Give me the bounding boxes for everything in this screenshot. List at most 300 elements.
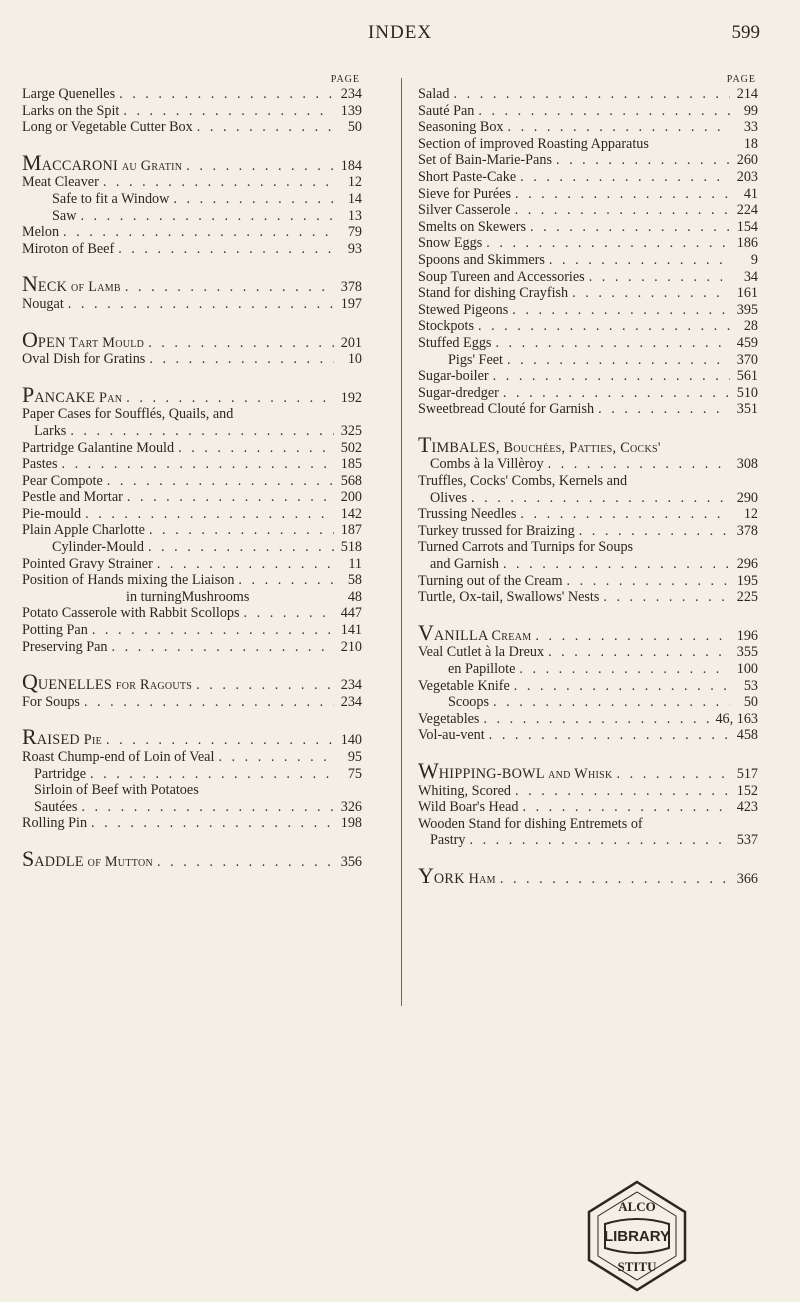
leader-dots (516, 169, 730, 186)
index-entry (22, 326, 362, 352)
entry-page: 447 (340, 605, 362, 622)
entry-page: 510 (736, 384, 758, 401)
index-entry (418, 589, 758, 606)
entry-page: 99 (743, 102, 758, 119)
leader-dots (508, 302, 730, 319)
entry-page: 93 (347, 240, 362, 257)
index-entry (418, 252, 758, 269)
leader-dots (485, 727, 730, 744)
index-entry (418, 506, 758, 523)
index-entry (418, 473, 758, 490)
entry-label: Position of Hands mixing the Liaison (22, 572, 235, 589)
leader-dots (193, 119, 334, 136)
leader-dots (594, 401, 730, 418)
entry-page: 142 (340, 505, 362, 522)
index-entry (22, 241, 362, 258)
index-entry (22, 639, 362, 656)
entry-page: 518 (340, 539, 362, 556)
index-entry (418, 269, 758, 286)
entry-page: 290 (736, 489, 758, 506)
entry-page: 50 (347, 119, 362, 136)
index-entry (22, 782, 362, 799)
index-entry (418, 152, 758, 169)
leader-dots (489, 368, 730, 385)
entry-text: ORK Ham (433, 870, 496, 887)
entry-page: 210 (340, 638, 362, 655)
index-section (418, 86, 758, 418)
leader-dots (144, 539, 334, 556)
index-entry (418, 556, 758, 573)
entry-text: ANILLA Cream (433, 627, 532, 644)
leader-dots (563, 573, 731, 590)
index-entry (22, 86, 362, 103)
entry-label: Meat Cleaver (22, 174, 99, 191)
entry-label: Partridge Galantine Mould (22, 439, 175, 456)
entry-page: 12 (743, 506, 758, 523)
entry-label: Larks on the Spit (22, 102, 120, 119)
entry-page: 308 (736, 456, 758, 473)
entry-label: Saw (52, 207, 77, 224)
page-column-heading: PAGE (330, 74, 360, 85)
leader-dots (145, 351, 334, 368)
leader-dots (102, 732, 334, 749)
index-entry (418, 573, 758, 590)
entry-page: 197 (340, 295, 362, 312)
leader-dots (599, 589, 730, 606)
entry-label: Potato Casserole with Rabbit Scollops (22, 605, 240, 622)
leader-dots (214, 749, 334, 766)
index-entry (418, 86, 758, 103)
entry-text: UENELLES for Ragouts (37, 677, 193, 694)
entry-label: Potting Pan (22, 622, 88, 639)
entry-page: 13 (347, 207, 362, 224)
index-entry (418, 456, 758, 473)
entry-label: Section of improved Roasting Apparatus (418, 135, 649, 152)
leader-dots (482, 235, 730, 252)
entry-page: 458 (736, 727, 758, 744)
index-entry (22, 191, 362, 208)
leader-dots (234, 572, 334, 589)
index-entry (22, 174, 362, 191)
index-entry (22, 351, 362, 368)
stamp-arc-top: ALCO (618, 1199, 656, 1214)
entry-initial: N (22, 271, 38, 297)
entry-page: 378 (736, 522, 758, 539)
entry-label: Veal Cutlet à la Dreux (418, 644, 545, 661)
index-entry (22, 489, 362, 506)
entry-page: 214 (736, 86, 758, 102)
entry-label: Sugar-boiler (418, 368, 489, 385)
entry-page: 296 (736, 556, 758, 573)
entry-initial: V (418, 619, 434, 645)
entry-label: Sauté Pan (418, 102, 475, 119)
index-section (22, 271, 362, 312)
leader-dots (80, 694, 334, 711)
leader-dots (511, 186, 730, 203)
entry-label: Sieve for Purées (418, 185, 511, 202)
entry-label: Rolling Pin (22, 815, 88, 832)
entry-page: 75 (347, 765, 362, 782)
index-entry (22, 724, 362, 750)
leader-dots (108, 639, 334, 656)
entry-page: 18 (743, 135, 758, 152)
entry-label: Silver Casserole (418, 202, 511, 219)
index-entry (418, 523, 758, 540)
entry-page: 326 (340, 798, 362, 815)
entry-label (418, 757, 613, 783)
leader-dots (99, 174, 334, 191)
entry-label: Set of Bain-Marie-Pans (418, 152, 552, 169)
entry-page: 34 (743, 268, 758, 285)
entry-page: 187 (340, 522, 362, 539)
index-entry (22, 119, 362, 136)
entry-label: Pastry (430, 832, 466, 849)
leader-dots (450, 86, 730, 103)
index-entry (418, 401, 758, 418)
entry-page: 502 (340, 439, 362, 456)
entry-page: 139 (340, 102, 362, 119)
index-entry (22, 694, 362, 711)
leader-dots (145, 522, 334, 539)
index-column-left (22, 74, 362, 891)
entry-page: 356 (340, 853, 362, 870)
leader-dots (66, 423, 334, 440)
index-column-right (418, 74, 758, 908)
index-entry (418, 285, 758, 302)
entry-label: Pointed Gravy Strainer (22, 555, 153, 572)
entry-label: Oval Dish for Gratins (22, 351, 146, 368)
leader-dots (64, 296, 334, 313)
leader-dots (77, 799, 334, 816)
leader-dots (531, 628, 730, 645)
entry-label: Sautées (34, 798, 78, 815)
index-entry (418, 619, 758, 645)
index-entry (418, 169, 758, 186)
leader-dots (585, 269, 730, 286)
index-entry (22, 456, 362, 473)
entry-page: 201 (340, 334, 362, 351)
entry-label: Vegetables (418, 710, 480, 727)
entry-page: 378 (340, 279, 362, 296)
entry-text: HIPPING-BOWL and Whisk (438, 765, 613, 782)
page-column-heading: PAGE (726, 74, 756, 85)
index-entry (418, 385, 758, 402)
entry-label: Truffles, Cocks' Combs, Kernels and (418, 473, 628, 490)
entry-page: 234 (340, 86, 362, 102)
entry-label: Large Quenelles (22, 86, 116, 102)
leader-dots (575, 523, 730, 540)
leader-dots (503, 352, 730, 369)
entry-page: 395 (736, 301, 758, 318)
entry-label: Turned Carrots and Turnips for Soups (418, 539, 634, 556)
entry-label (22, 724, 103, 750)
index-entry (418, 783, 758, 800)
entry-label (22, 845, 154, 871)
index-section (22, 724, 362, 832)
index-section (22, 326, 362, 368)
index-entry (22, 506, 362, 523)
entry-label (22, 669, 193, 695)
entry-page: 161 (736, 285, 758, 302)
index-entry (418, 539, 758, 556)
entry-page: 234 (340, 677, 362, 694)
index-section (22, 845, 362, 871)
leader-dots (88, 622, 334, 639)
index-entry (22, 799, 362, 816)
column-divider (401, 78, 402, 1006)
entry-label: Short Paste-Cake (418, 168, 517, 185)
entry-page: 568 (340, 472, 362, 489)
index-entry (418, 119, 758, 136)
entry-label: Turtle, Ox-tail, Swallows' Nests (418, 589, 600, 606)
leader-dots (499, 556, 730, 573)
entry-page: 10 (347, 351, 362, 368)
entry-label (22, 271, 121, 297)
entry-page: 184 (340, 157, 362, 174)
entry-label: Sirloin of Beef with Potatoes (34, 782, 199, 799)
entry-label: Trussing Needles (418, 506, 517, 523)
leader-dots (489, 694, 730, 711)
index-entry (418, 335, 758, 352)
index-entry (418, 136, 758, 153)
entry-page: 185 (340, 456, 362, 473)
index-entry (418, 727, 758, 744)
entry-page: 11 (348, 555, 362, 572)
index-entry (22, 381, 362, 407)
entry-page: 355 (736, 644, 758, 661)
index-entry (418, 490, 758, 507)
index-entry (22, 539, 362, 556)
entry-label: Nougat (22, 295, 64, 312)
entry-label: Stockpots (418, 318, 474, 335)
leader-dots (511, 202, 730, 219)
entry-initial: O (22, 326, 38, 352)
entry-label (418, 619, 532, 645)
index-entry (22, 423, 362, 440)
leader-dots (144, 335, 334, 352)
entry-label: Wild Boar's Head (418, 799, 519, 816)
entry-page: 195 (736, 572, 758, 589)
leader-dots (86, 766, 334, 783)
entry-initial: S (22, 845, 35, 871)
index-entry (22, 572, 362, 589)
entry-page: 53 (743, 677, 758, 694)
index-entry (418, 694, 758, 711)
entry-label: Safe to fit a Window (52, 190, 170, 207)
entry-page: 141 (340, 622, 362, 639)
entry-page: 50 (743, 694, 758, 711)
page-header (40, 22, 760, 50)
entry-page: 95 (347, 749, 362, 765)
entry-text: ACCARONI au Gratin (41, 157, 183, 174)
entry-label: Pigs' Feet (448, 351, 503, 368)
entry-label: Melon (22, 224, 60, 241)
entry-label: Preserving Pan (22, 638, 108, 655)
entry-page: 561 (736, 368, 758, 385)
index-section (22, 86, 362, 136)
leader-dots (81, 506, 334, 523)
index-entry (22, 522, 362, 539)
index-entry (418, 186, 758, 203)
entry-label (22, 326, 145, 352)
entry-text: IMBALES, Bouchées, Patties, Cocks' (431, 439, 661, 456)
entry-label: Miroton of Beef (22, 240, 115, 257)
entry-label (22, 381, 123, 407)
entry-page: 517 (736, 765, 758, 782)
entry-label: Salad (418, 86, 450, 102)
entry-initial: M (22, 149, 42, 175)
entry-initial: R (22, 724, 37, 750)
leader-dots (115, 86, 334, 103)
entry-label: Scoops (448, 694, 489, 711)
entry-label: Turning out of the Cream (418, 572, 563, 589)
entry-initial: Q (22, 669, 38, 695)
entry-label: Sugar-dredger (418, 384, 499, 401)
entry-label: Spoons and Skimmers (418, 251, 545, 268)
leader-dots (545, 252, 730, 269)
leader-dots (169, 191, 334, 208)
index-section (418, 431, 758, 606)
leader-dots (474, 318, 730, 335)
entry-page: 12 (347, 174, 362, 191)
leader-dots (467, 490, 730, 507)
entry-label: Vegetable Knife (418, 677, 510, 694)
index-entry (22, 749, 362, 766)
entry-label: Smelts on Skewers (418, 218, 526, 235)
entry-label: Pestle and Mortar (22, 489, 123, 506)
index-entry (22, 103, 362, 120)
entry-page: 192 (340, 389, 362, 406)
entry-label: en Papillote (448, 661, 516, 677)
index-entry (418, 103, 758, 120)
index-section (418, 757, 758, 849)
entry-page: 46, 163 (715, 710, 758, 727)
entry-page: 366 (736, 870, 758, 887)
index-entry (418, 832, 758, 849)
index-entry (22, 669, 362, 695)
entry-page: 225 (736, 589, 758, 606)
entry-page: 370 (736, 351, 758, 368)
page-title: INDEX (367, 22, 433, 43)
entry-label: Whiting, Scored (418, 782, 511, 799)
entry-page: 48 (347, 588, 362, 605)
entry-text: ANCAKE Pan (34, 389, 123, 406)
entry-label: Stand for dishing Crayfish (418, 285, 569, 302)
leader-dots (174, 440, 334, 457)
index-entry (418, 816, 758, 833)
leader-dots (182, 158, 334, 175)
index-entry (22, 440, 362, 457)
index-entry (418, 368, 758, 385)
index-entry (22, 271, 362, 297)
index-entry (418, 678, 758, 695)
index-entry (22, 589, 362, 606)
entry-page: 33 (743, 119, 758, 136)
entry-label: Paper Cases for Soufflés, Quails, and (22, 406, 234, 423)
index-entry (22, 224, 362, 241)
entry-initial: W (418, 757, 439, 783)
entry-page: 186 (736, 235, 758, 252)
entry-label: Combs à la Villèroy (430, 456, 544, 473)
leader-dots (499, 385, 730, 402)
leader-dots (516, 506, 730, 523)
leader-dots (526, 219, 730, 236)
index-entry (22, 556, 362, 573)
leader-dots (568, 285, 730, 302)
entry-label: Long or Vegetable Cutter Box (22, 119, 193, 136)
index-entry (418, 219, 758, 236)
entry-label: Pastes (22, 456, 58, 473)
leader-dots (123, 489, 334, 506)
index-entry (22, 815, 362, 832)
entry-page: 459 (736, 334, 758, 351)
leader-dots (114, 241, 334, 258)
entry-page: 537 (736, 832, 758, 849)
entry-label: Stewed Pigeons (418, 301, 509, 318)
entry-label: Snow Eggs (418, 235, 483, 252)
entry-label: Partridge (34, 765, 87, 782)
index-entry (22, 406, 362, 423)
leader-dots (76, 208, 334, 225)
entry-label: Olives (430, 489, 468, 506)
leader-dots (544, 644, 730, 661)
index-section (418, 862, 758, 888)
index-section (22, 149, 362, 258)
entry-page: 152 (736, 782, 758, 799)
entry-page: 140 (340, 732, 362, 749)
index-entry (22, 296, 362, 313)
entry-text: PEN Tart Mould (37, 334, 145, 351)
index-entry (418, 799, 758, 816)
leader-dots (518, 799, 730, 816)
entry-page: 58 (347, 572, 362, 589)
leader-dots (544, 456, 730, 473)
leader-dots (192, 677, 334, 694)
library-stamp (579, 1178, 695, 1294)
entry-initial: Y (418, 862, 434, 888)
entry-page: 351 (736, 401, 758, 418)
entry-label: Pie-mould (22, 505, 82, 522)
entry-label (418, 862, 496, 888)
stamp-label: LIBRARY (603, 1228, 671, 1245)
index-section (22, 381, 362, 656)
entry-page: 260 (736, 152, 758, 169)
leader-dots (510, 678, 730, 695)
leader-dots (504, 119, 730, 136)
leader-dots (491, 335, 730, 352)
index-entry (418, 661, 758, 678)
index-entry (22, 845, 362, 871)
entry-page: 79 (347, 224, 362, 241)
leader-dots (240, 605, 334, 622)
entry-label: Larks (34, 422, 67, 439)
entry-label: Plain Apple Charlotte (22, 522, 145, 539)
entry-page: 224 (736, 202, 758, 219)
index-entry (22, 622, 362, 639)
entry-label (22, 149, 183, 175)
stamp-arc-bottom: STITU (617, 1259, 657, 1274)
leader-dots (119, 103, 334, 120)
index-entry (22, 473, 362, 490)
index-entry (22, 208, 362, 225)
entry-page: 196 (736, 627, 758, 644)
leader-dots (465, 832, 730, 849)
entry-label: Wooden Stand for dishing Entremets of (418, 815, 643, 832)
index-entry (22, 605, 362, 622)
entry-label: Sweetbread Clouté for Garnish (418, 401, 595, 418)
entry-page: 203 (736, 168, 758, 185)
entry-page: 234 (340, 693, 362, 710)
